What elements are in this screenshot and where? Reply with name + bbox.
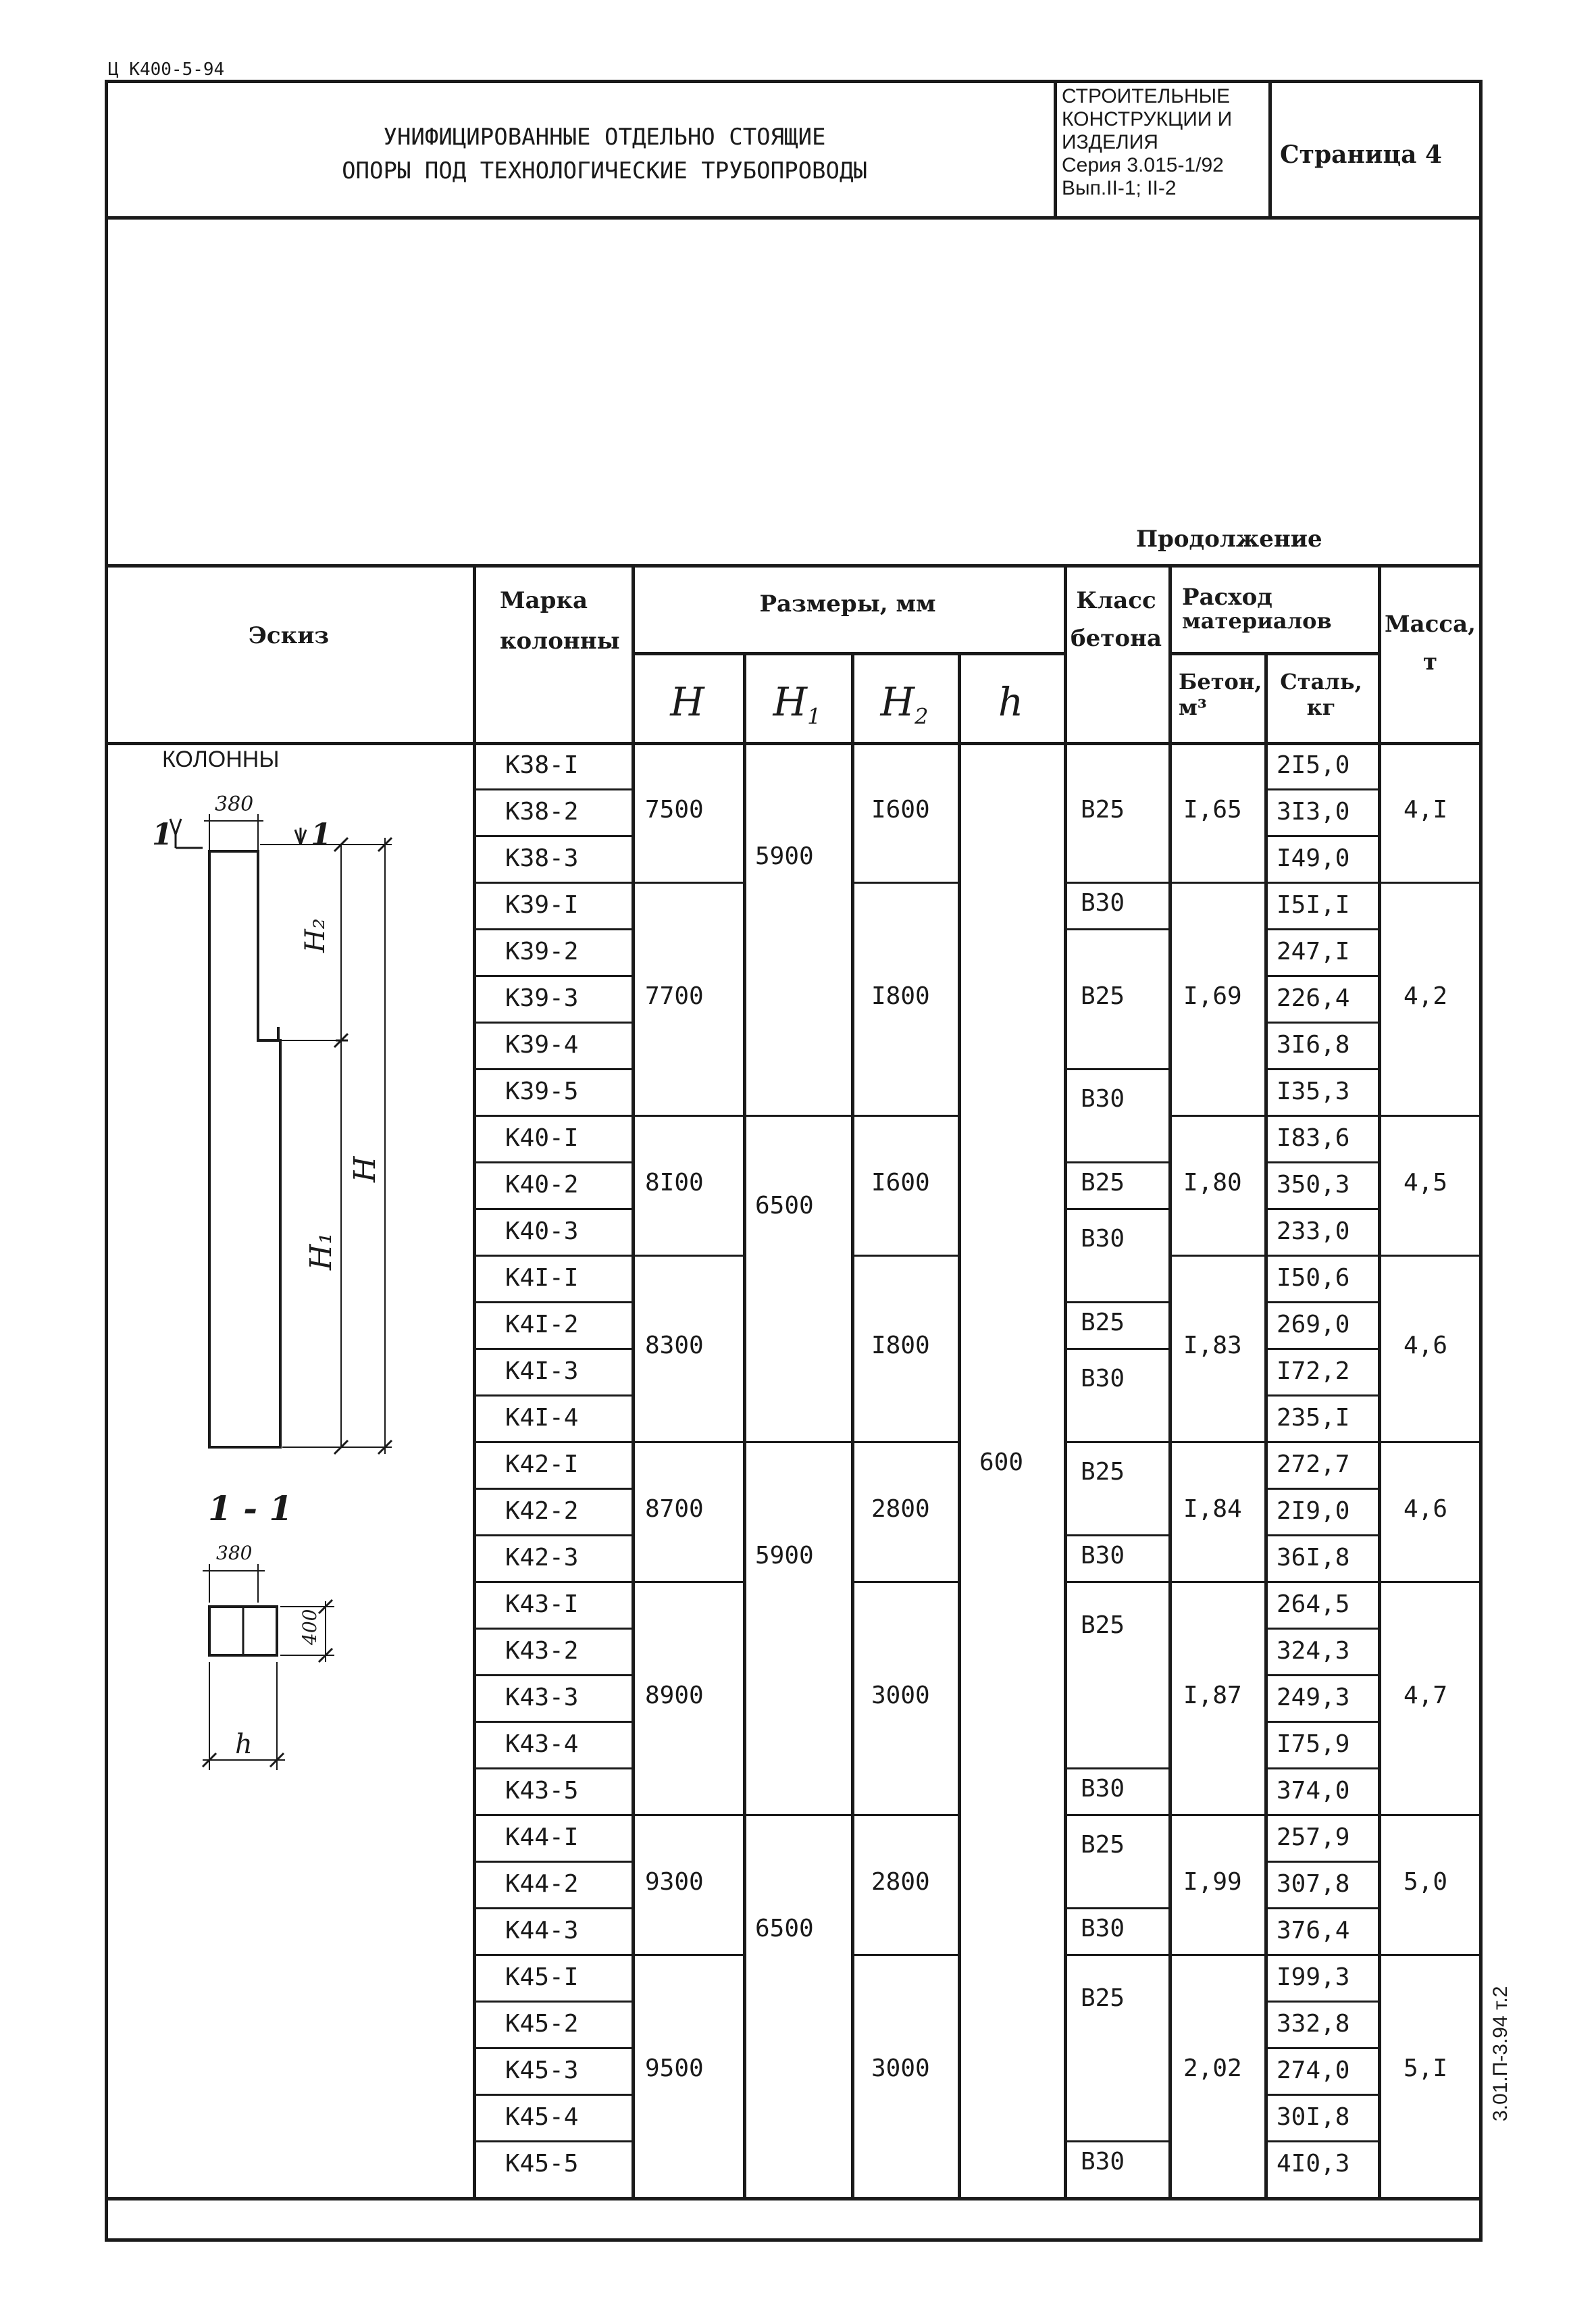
- class-cell: В30: [1081, 1225, 1125, 1253]
- steel-cell: 233,0: [1277, 1217, 1350, 1245]
- group-line-H: [632, 1954, 743, 1956]
- row-line-mark: [473, 1161, 632, 1163]
- row-line-mark: [473, 1022, 632, 1024]
- mark-cell: К4I-I: [505, 1264, 579, 1292]
- section-title: 1 - 1: [208, 1488, 293, 1528]
- class-cell: В25: [1081, 1984, 1125, 2012]
- row-line-steel: [1264, 2001, 1378, 2003]
- group-line-mass: [1378, 1954, 1483, 1956]
- row-line-steel: [1264, 1861, 1378, 1863]
- concrete-cell: I,65: [1183, 795, 1242, 824]
- mark-cell: К39-4: [505, 1031, 579, 1059]
- h2-cell: 3000: [871, 2054, 930, 2082]
- steel-cell: I5I,I: [1277, 891, 1350, 919]
- steel-cell: 274,0: [1277, 2057, 1350, 2084]
- h2-cell: I600: [871, 795, 930, 824]
- col-line-steel: [1264, 652, 1268, 2199]
- steel-cell: 249,3: [1277, 1684, 1350, 1711]
- row-line-steel: [1264, 1022, 1378, 1024]
- series-line-4: Серия 3.015-1/92: [1062, 154, 1224, 176]
- section-dim-380: 380: [216, 1542, 253, 1564]
- group-line-class: [1064, 928, 1168, 930]
- mark-cell: К45-2: [505, 2010, 579, 2038]
- header-mass: Масса, т: [1385, 611, 1476, 676]
- series-line-2: КОНСТРУКЦИИ И: [1062, 108, 1233, 130]
- steel-cell: 247,I: [1277, 938, 1350, 965]
- row-line-steel: [1264, 1068, 1378, 1070]
- row-line-steel: [1264, 1721, 1378, 1723]
- mark-cell: К42-3: [505, 1544, 579, 1571]
- group-line-class: [1064, 2140, 1168, 2142]
- class-cell: В25: [1081, 795, 1125, 824]
- header-sizes: Размеры, мм: [759, 590, 936, 618]
- mark-cell: К43-5: [505, 1777, 579, 1805]
- group-line-class: [1064, 1441, 1168, 1443]
- row-line-steel: [1264, 1161, 1378, 1163]
- row-line-mark: [473, 1954, 632, 1956]
- steel-cell: 307,8: [1277, 1870, 1350, 1898]
- mark-cell: К38-3: [505, 845, 579, 872]
- group-line-concrete: [1168, 1441, 1264, 1443]
- row-line-steel: [1264, 2047, 1378, 2049]
- mark-cell: К39-5: [505, 1078, 579, 1105]
- row-line-mark: [473, 1115, 632, 1117]
- mass-cell: 4,6: [1404, 1494, 1448, 1523]
- steel-cell: I99,3: [1277, 1963, 1350, 1991]
- steel-cell: 324,3: [1277, 1637, 1350, 1665]
- steel-cell: I49,0: [1277, 845, 1350, 872]
- row-line-steel: [1264, 1581, 1378, 1583]
- h2-cell: I800: [871, 982, 930, 1010]
- h2-cell: I600: [871, 1168, 930, 1197]
- continuation-label: Продолжение: [1136, 526, 1322, 553]
- document-code: Ц К400-5-94: [108, 59, 225, 80]
- col-line-hs: [958, 652, 961, 2199]
- row-line-steel: [1264, 2140, 1378, 2142]
- steel-cell: 4I0,3: [1277, 2150, 1350, 2178]
- header-consumption: Расход материалов: [1182, 584, 1332, 634]
- row-line-mark: [473, 2001, 632, 2003]
- header-class: Класс бетона: [1071, 587, 1162, 652]
- mark-cell: К42-I: [505, 1451, 579, 1478]
- class-cell: В30: [1081, 888, 1125, 917]
- sketch-label-h1: H₁: [304, 1232, 338, 1270]
- row-line-steel: [1264, 835, 1378, 837]
- steel-cell: 257,9: [1277, 1823, 1350, 1851]
- mass-cell: 4,6: [1404, 1332, 1448, 1359]
- col-line-h1: [743, 652, 746, 2199]
- row-line-steel: [1264, 1814, 1378, 1816]
- h2-cell: I800: [871, 1332, 930, 1359]
- h1-cell: 6500: [755, 1192, 814, 1219]
- row-line-mark: [473, 1767, 632, 1769]
- class-cell: В30: [1081, 1365, 1125, 1392]
- row-line-steel: [1264, 1441, 1378, 1443]
- column-outline: [209, 851, 280, 1447]
- row-line-mark: [473, 1488, 632, 1490]
- h-cell: 9300: [645, 1867, 704, 1896]
- group-line-H: [632, 1581, 743, 1583]
- group-line-H2: [851, 1814, 958, 1816]
- row-line-mark: [473, 2140, 632, 2142]
- class-cell: В25: [1081, 1611, 1125, 1639]
- class-cell: В25: [1081, 1458, 1125, 1486]
- col-line-h2: [851, 652, 854, 2199]
- group-line-class: [1064, 1814, 1168, 1816]
- row-line-steel: [1264, 1348, 1378, 1350]
- sizes-subheader-line: [632, 652, 1064, 655]
- series-line-1: СТРОИТЕЛЬНЫЕ: [1062, 85, 1231, 107]
- row-line-mark: [473, 1068, 632, 1070]
- row-line-mark: [473, 1255, 632, 1257]
- row-line-mark: [473, 928, 632, 930]
- mark-cell: К4I-3: [505, 1357, 579, 1385]
- header-sketch: Эскиз: [248, 622, 330, 649]
- mass-cell: 4,5: [1404, 1168, 1448, 1197]
- mass-cell: 4,7: [1404, 1681, 1448, 1709]
- group-line-concrete: [1168, 1115, 1264, 1117]
- row-line-steel: [1264, 1767, 1378, 1769]
- group-line-mass: [1378, 1115, 1483, 1117]
- mark-cell: К44-3: [505, 1917, 579, 1944]
- row-line-mark: [473, 882, 632, 884]
- group-line-class: [1064, 1301, 1168, 1303]
- h-cell: 8900: [645, 1681, 704, 1709]
- h1-cell: 5900: [755, 1541, 814, 1569]
- row-line-steel: [1264, 788, 1378, 790]
- mark-cell: К38-2: [505, 798, 579, 826]
- row-line-mark: [473, 1534, 632, 1536]
- mark-cell: К43-I: [505, 1590, 579, 1618]
- side-document-code: 3.01.П-3.94 т.2: [1489, 1986, 1512, 2121]
- mark-cell: К42-2: [505, 1497, 579, 1525]
- group-line-mass: [1378, 1581, 1483, 1583]
- mark-cell: К45-5: [505, 2150, 579, 2178]
- steel-cell: 350,3: [1277, 1171, 1350, 1199]
- group-line-H2: [851, 1115, 958, 1117]
- steel-cell: 376,4: [1277, 1917, 1350, 1944]
- group-line-class: [1064, 1534, 1168, 1536]
- mark-cell: К43-2: [505, 1637, 579, 1665]
- steel-cell: I50,6: [1277, 1264, 1350, 1292]
- mark-cell: К44-2: [505, 1870, 579, 1898]
- steel-cell: I72,2: [1277, 1357, 1350, 1385]
- h1-cell: 6500: [755, 1914, 814, 1942]
- group-line-H1: [743, 1814, 851, 1816]
- row-line-mark: [473, 1441, 632, 1443]
- row-line-steel: [1264, 1534, 1378, 1536]
- group-line-H1: [743, 1441, 851, 1443]
- class-cell: В25: [1081, 1831, 1125, 1859]
- title-block-divider-2: [1268, 80, 1272, 218]
- mass-cell: 4,I: [1404, 795, 1448, 824]
- mark-cell: К40-2: [505, 1171, 579, 1199]
- group-line-class: [1064, 1767, 1168, 1769]
- header-hs: h: [998, 679, 1024, 725]
- row-line-steel: [1264, 1628, 1378, 1630]
- class-cell: В25: [1081, 1168, 1125, 1197]
- row-line-mark: [473, 1814, 632, 1816]
- table-top-line: [105, 564, 1483, 568]
- row-line-steel: [1264, 1394, 1378, 1397]
- h2-cell: 3000: [871, 1681, 930, 1709]
- steel-cell: 2I5,0: [1277, 751, 1350, 779]
- column-sketch: [108, 743, 469, 1824]
- mark-cell: К38-I: [505, 751, 579, 779]
- section-dim-h: h: [235, 1729, 253, 1760]
- row-line-mark: [473, 2047, 632, 2049]
- mark-cell: К43-4: [505, 1730, 579, 1758]
- steel-cell: 272,7: [1277, 1451, 1350, 1478]
- h2-cell: 2800: [871, 1494, 930, 1523]
- mark-cell: К40-I: [505, 1124, 579, 1152]
- sketch-dim-380: 380: [215, 793, 254, 816]
- header-h1: $H_1$: [773, 679, 821, 730]
- class-cell: В30: [1081, 2147, 1125, 2175]
- mark-cell: К4I-4: [505, 1404, 579, 1432]
- row-line-mark: [473, 975, 632, 977]
- steel-cell: I35,3: [1277, 1078, 1350, 1105]
- row-line-mark: [473, 1721, 632, 1723]
- steel-cell: 30I,8: [1277, 2103, 1350, 2131]
- group-line-class: [1064, 1161, 1168, 1163]
- row-line-steel: [1264, 882, 1378, 884]
- group-line-class: [1064, 1907, 1168, 1909]
- steel-cell: 374,0: [1277, 1777, 1350, 1805]
- concrete-cell: I,80: [1183, 1168, 1242, 1197]
- group-line-mass: [1378, 1814, 1483, 1816]
- sketch-label-h2: H₂: [300, 918, 331, 953]
- row-line-mark: [473, 1861, 632, 1863]
- cut-mark-left: 1: [152, 818, 173, 852]
- group-line-H: [632, 1441, 743, 1443]
- row-line-steel: [1264, 1674, 1378, 1676]
- mark-cell: К39-I: [505, 891, 579, 919]
- header-concrete: Бетон, м³: [1179, 669, 1262, 720]
- row-line-steel: [1264, 928, 1378, 930]
- row-line-mark: [473, 1208, 632, 1210]
- page-number: Страница 4: [1280, 141, 1443, 169]
- row-line-steel: [1264, 975, 1378, 977]
- steel-cell: 3I6,8: [1277, 1031, 1350, 1059]
- consumption-subheader-line: [1168, 652, 1381, 655]
- group-line-H2: [851, 882, 958, 884]
- steel-cell: 2I9,0: [1277, 1497, 1350, 1525]
- h-cell: 7500: [645, 795, 704, 824]
- group-line-H1: [743, 1115, 851, 1117]
- mark-cell: К39-3: [505, 984, 579, 1012]
- concrete-cell: I,84: [1183, 1494, 1242, 1523]
- group-line-H: [632, 1814, 743, 1816]
- group-line-mass: [1378, 1255, 1483, 1257]
- group-line-H: [632, 882, 743, 884]
- concrete-cell: I,83: [1183, 1332, 1242, 1359]
- group-line-H2: [851, 1581, 958, 1583]
- group-line-class: [1064, 1581, 1168, 1583]
- row-line-mark: [473, 1581, 632, 1583]
- steel-cell: 269,0: [1277, 1311, 1350, 1338]
- row-line-steel: [1264, 1301, 1378, 1303]
- table-bottom-line: [105, 2197, 1483, 2200]
- steel-cell: I75,9: [1277, 1730, 1350, 1758]
- row-line-mark: [473, 1301, 632, 1303]
- title-block-divider-1: [1054, 80, 1057, 218]
- steel-cell: 36I,8: [1277, 1544, 1350, 1571]
- series-line-3: ИЗДЕЛИЯ: [1062, 131, 1158, 153]
- section-dim-400: 400: [299, 1609, 321, 1645]
- row-line-steel: [1264, 1907, 1378, 1909]
- title-block-bottom-line: [105, 216, 1483, 220]
- steel-cell: I83,6: [1277, 1124, 1350, 1152]
- class-cell: В25: [1081, 1308, 1125, 1336]
- row-line-mark: [473, 835, 632, 837]
- mark-cell: К45-4: [505, 2103, 579, 2131]
- row-line-steel: [1264, 1115, 1378, 1117]
- h2-cell: 2800: [871, 1867, 930, 1896]
- h-cell: 7700: [645, 982, 704, 1010]
- row-line-steel: [1264, 1208, 1378, 1210]
- class-cell: В30: [1081, 1541, 1125, 1569]
- mark-cell: К43-3: [505, 1684, 579, 1711]
- mark-cell: К45-3: [505, 2057, 579, 2084]
- hs-cell: 600: [979, 1448, 1024, 1476]
- group-line-H2: [851, 1954, 958, 1956]
- h-cell: 8300: [645, 1332, 704, 1359]
- steel-cell: 226,4: [1277, 984, 1350, 1012]
- cut-mark-right: 1: [311, 818, 332, 852]
- concrete-cell: I,69: [1183, 982, 1242, 1010]
- group-line-mass: [1378, 882, 1483, 884]
- concrete-cell: I,99: [1183, 1867, 1242, 1896]
- row-line-mark: [473, 1348, 632, 1350]
- group-line-concrete: [1168, 1814, 1264, 1816]
- mass-cell: 4,2: [1404, 982, 1448, 1010]
- group-line-class: [1064, 1208, 1168, 1210]
- document-title: [169, 120, 1040, 188]
- group-line-H: [632, 1255, 743, 1257]
- h-cell: 8I00: [645, 1168, 704, 1197]
- row-line-mark: [473, 788, 632, 790]
- group-line-class: [1064, 1068, 1168, 1070]
- concrete-cell: 2,02: [1183, 2054, 1242, 2082]
- steel-cell: 264,5: [1277, 1590, 1350, 1618]
- series-block: [1062, 85, 1232, 200]
- mark-cell: К45-I: [505, 1963, 579, 1991]
- mass-cell: 5,I: [1404, 2054, 1448, 2082]
- mark-cell: К40-3: [505, 1217, 579, 1245]
- group-line-class: [1064, 1348, 1168, 1350]
- header-steel: Сталь, кг: [1280, 669, 1362, 720]
- class-cell: В30: [1081, 1774, 1125, 1803]
- row-line-steel: [1264, 1255, 1378, 1257]
- group-line-mass: [1378, 1441, 1483, 1443]
- header-h2: $H_2$: [880, 679, 929, 730]
- group-line-class: [1064, 882, 1168, 884]
- mark-cell: К39-2: [505, 938, 579, 965]
- row-line-steel: [1264, 1488, 1378, 1490]
- title-line-2: ОПОРЫ ПОД ТЕХНОЛОГИЧЕСКИЕ ТРУБОПРОВОДЫ: [342, 157, 867, 184]
- group-line-H2: [851, 1441, 958, 1443]
- header-h: H: [670, 679, 704, 725]
- h1-cell: 5900: [755, 842, 814, 870]
- row-line-steel: [1264, 1954, 1378, 1956]
- concrete-cell: I,87: [1183, 1681, 1242, 1709]
- series-line-5: Вып.II-1; II-2: [1062, 177, 1177, 199]
- group-line-concrete: [1168, 882, 1264, 884]
- group-line-concrete: [1168, 1581, 1264, 1583]
- steel-cell: 235,I: [1277, 1404, 1350, 1432]
- title-line-1: УНИФИЦИРОВАННЫЕ ОТДЕЛЬНО СТОЯЩИЕ: [383, 124, 826, 151]
- row-line-mark: [473, 1628, 632, 1630]
- group-line-concrete: [1168, 1255, 1264, 1257]
- row-line-mark: [473, 1907, 632, 1909]
- class-cell: В30: [1081, 1085, 1125, 1113]
- class-cell: В30: [1081, 1914, 1125, 1942]
- steel-cell: 3I3,0: [1277, 798, 1350, 826]
- h-cell: 9500: [645, 2054, 704, 2082]
- group-line-class: [1064, 1954, 1168, 1956]
- row-line-mark: [473, 1394, 632, 1397]
- mark-cell: К44-I: [505, 1823, 579, 1851]
- mark-cell: К4I-2: [505, 1311, 579, 1338]
- sketch-title: КОЛОННЫ: [162, 747, 280, 772]
- group-line-concrete: [1168, 1954, 1264, 1956]
- row-line-steel: [1264, 2094, 1378, 2096]
- row-line-mark: [473, 2094, 632, 2096]
- group-line-H: [632, 1115, 743, 1117]
- class-cell: В25: [1081, 982, 1125, 1010]
- mass-cell: 5,0: [1404, 1867, 1448, 1896]
- steel-cell: 332,8: [1277, 2010, 1350, 2038]
- header-mark: Марка колонны: [500, 587, 620, 655]
- row-line-mark: [473, 1674, 632, 1676]
- group-line-H2: [851, 1255, 958, 1257]
- sketch-label-h: H: [348, 1156, 382, 1182]
- h-cell: 8700: [645, 1494, 704, 1523]
